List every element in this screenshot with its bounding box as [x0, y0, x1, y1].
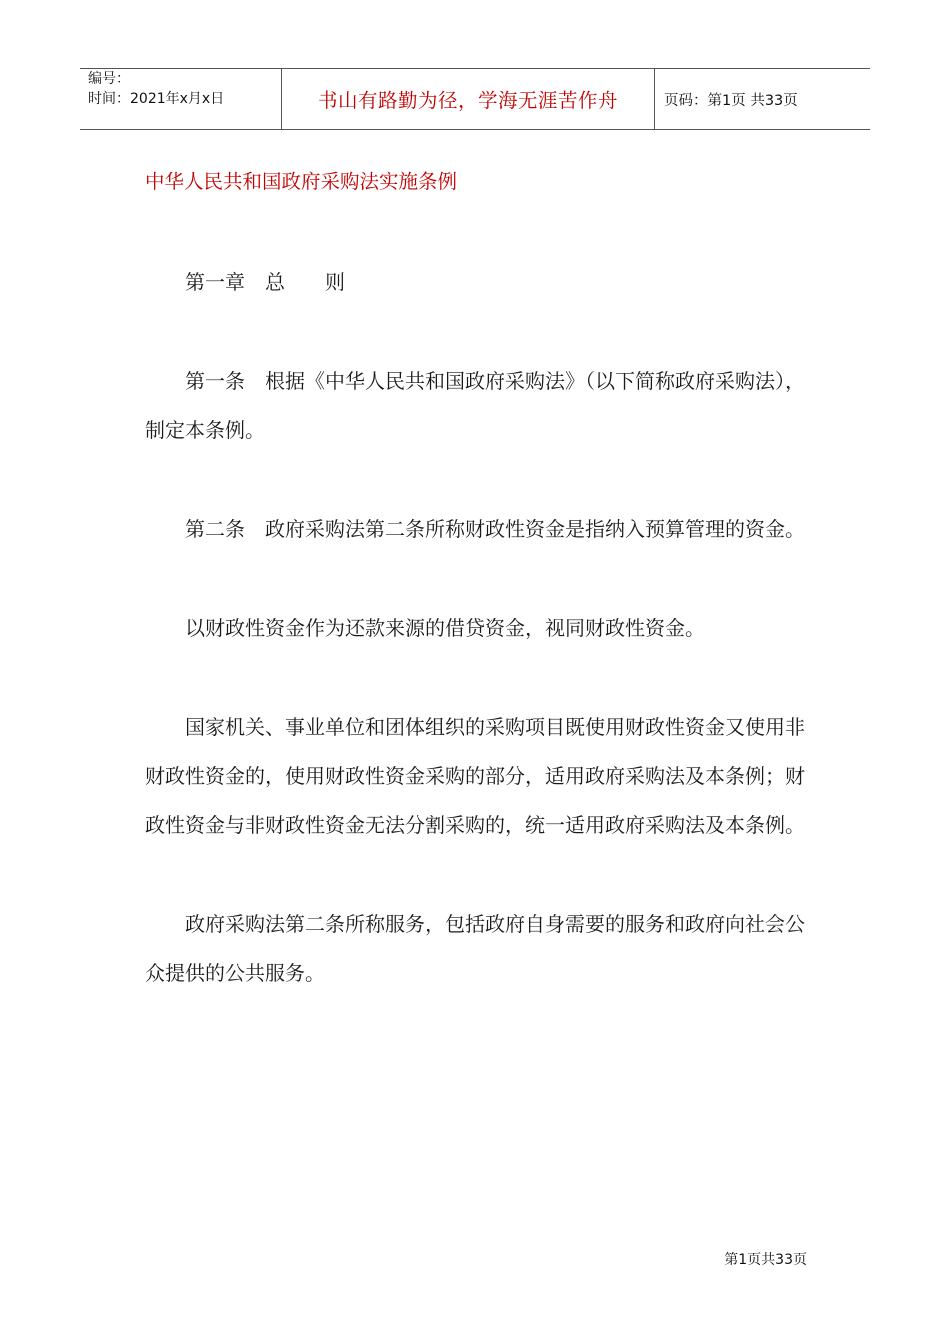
document-title: 中华人民共和国政府采购法实施条例 — [145, 170, 458, 193]
header-motto: 书山有路勤为径，学海无涯苦作舟 — [317, 89, 618, 112]
article-paragraph: 以财政性资金作为还款来源的借贷资金，视同财政性资金。 — [185, 616, 705, 640]
header-page-info: 页码：第1页 共33页 — [664, 92, 798, 109]
article-paragraph: 国家机关、事业单位和团体组织的采购项目既使用财政性资金又使用非财政性资金的，使用财政性资金采购的部分，适用政府采购法及本条例；财政性资金与非财政性资金无法分割采购的，统一适用政府采购法及本条例。 — [145, 715, 805, 837]
footer-page-number: 第1页共33页 — [724, 1252, 807, 1268]
article-paragraph: 第二条 政府采购法第二条所称财政性资金是指纳入预算管理的资金。 — [185, 517, 805, 541]
chapter-heading: 第一章 总 则 — [185, 270, 345, 294]
document-number-label: 编号： — [88, 71, 130, 87]
header-divider — [654, 69, 655, 129]
article-paragraph: 第一条 根据《中华人民共和国政府采购法》（以下简称政府采购法），制定本条例。 — [145, 369, 805, 442]
article-paragraph: 政府采购法第二条所称服务，包括政府自身需要的服务和政府向社会公众提供的公共服务。 — [145, 912, 805, 985]
page-header — [80, 68, 870, 130]
header-meta — [88, 69, 280, 129]
document-body — [145, 258, 815, 1048]
document-time-label: 时间：2021年x月x日 — [88, 91, 225, 107]
